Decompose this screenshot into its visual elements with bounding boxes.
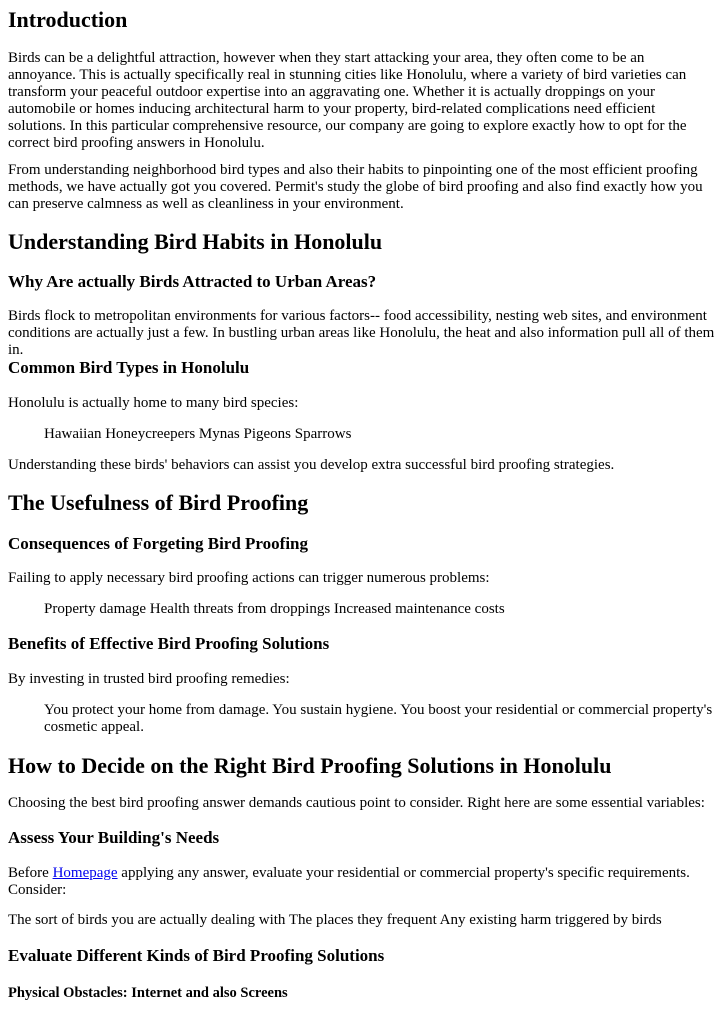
decide-paragraph-1: Choosing the best bird proofing answer demands cautious point to consider. Right here are some essential variables: xyxy=(8,795,705,811)
habits-paragraph-3: Understanding these birds' behaviors can assist you develop extra successful bird proofing strategies. xyxy=(8,457,615,473)
usefulness-paragraph-2: By investing in trusted bird proofing remedies: xyxy=(8,671,290,687)
usefulness-subheading-consequences: Consequences of Forgeting Bird Proofing xyxy=(8,534,309,553)
intro-paragraph-1: Birds can be a delightful attraction, however when they start attacking your area, they often come to be an annoyance. This is actually specifically real in stunning cities like Honolulu, where a variety of bird varieties can transform your peaceful outdoor expertise into an aggravating one. Whether it is actually droppings on your automobile or homes inducing architectural harm to your property, bird-related complications need efficient solutions. In this particular comprehensive resource, our company are going to explore exactly how to opt for the correct bird proofing answers in Honolulu. xyxy=(8,50,687,151)
decide-subheading-evaluate: Evaluate Different Kinds of Bird Proofing Solutions xyxy=(8,946,385,965)
intro-heading: Introduction xyxy=(8,7,128,32)
habits-paragraph-2: Honolulu is actually home to many bird species: xyxy=(8,395,299,411)
usefulness-paragraph-1: Failing to apply necessary bird proofing actions can trigger numerous problems: xyxy=(8,570,490,586)
homepage-link[interactable]: Homepage xyxy=(52,865,118,881)
decide-subheading-assess: Assess Your Building's Needs xyxy=(8,828,220,847)
habits-subheading-attraction: Why Are actually Birds Attracted to Urban Areas? xyxy=(8,272,377,291)
decide-paragraph-2-after: applying any answer, evaluate your residential or commercial property's specific requirements. Consider: xyxy=(8,865,690,898)
consequences-list: Property damage Health threats from droppings Increased maintenance costs xyxy=(44,601,505,617)
benefits-list: You protect your home from damage. You sustain hygiene. You boost your residential or commercial property's cosmetic appeal. xyxy=(44,702,713,735)
usefulness-subheading-benefits: Benefits of Effective Bird Proofing Solutions xyxy=(8,634,330,653)
habits-subheading-types: Common Bird Types in Honolulu xyxy=(8,358,250,377)
bird-species-list: Hawaiian Honeycreepers Mynas Pigeons Sparrows xyxy=(44,426,352,442)
habits-heading: Understanding Bird Habits in Honolulu xyxy=(8,229,383,254)
decide-subheading-physical-obstacles: Physical Obstacles: Internet and also Screens xyxy=(8,985,288,1001)
decide-heading: How to Decide on the Right Bird Proofing Solutions in Honolulu xyxy=(8,753,612,778)
decide-paragraph-3: The sort of birds you are actually dealing with The places they frequent Any existing harm triggered by birds xyxy=(8,912,662,928)
decide-paragraph-2 xyxy=(8,865,716,899)
intro-paragraph-2: From understanding neighborhood bird types and also their habits to pinpointing one of the most efficient proofing methods, we have actually got you covered. Permit's study the globe of bird proofing and also find exactly how you can preserve calmness as well as cleanliness in your environment. xyxy=(8,162,703,212)
habits-paragraph-1: Birds flock to metropolitan environments for various factors-- food accessibility, nesting web sites, and environment conditions are actually just a few. In bustling urban areas like Honolulu, the heat and also information pull all of them in. xyxy=(8,308,715,358)
decide-paragraph-2-before: Before xyxy=(8,865,53,881)
usefulness-heading: The Usefulness of Bird Proofing xyxy=(8,490,309,515)
